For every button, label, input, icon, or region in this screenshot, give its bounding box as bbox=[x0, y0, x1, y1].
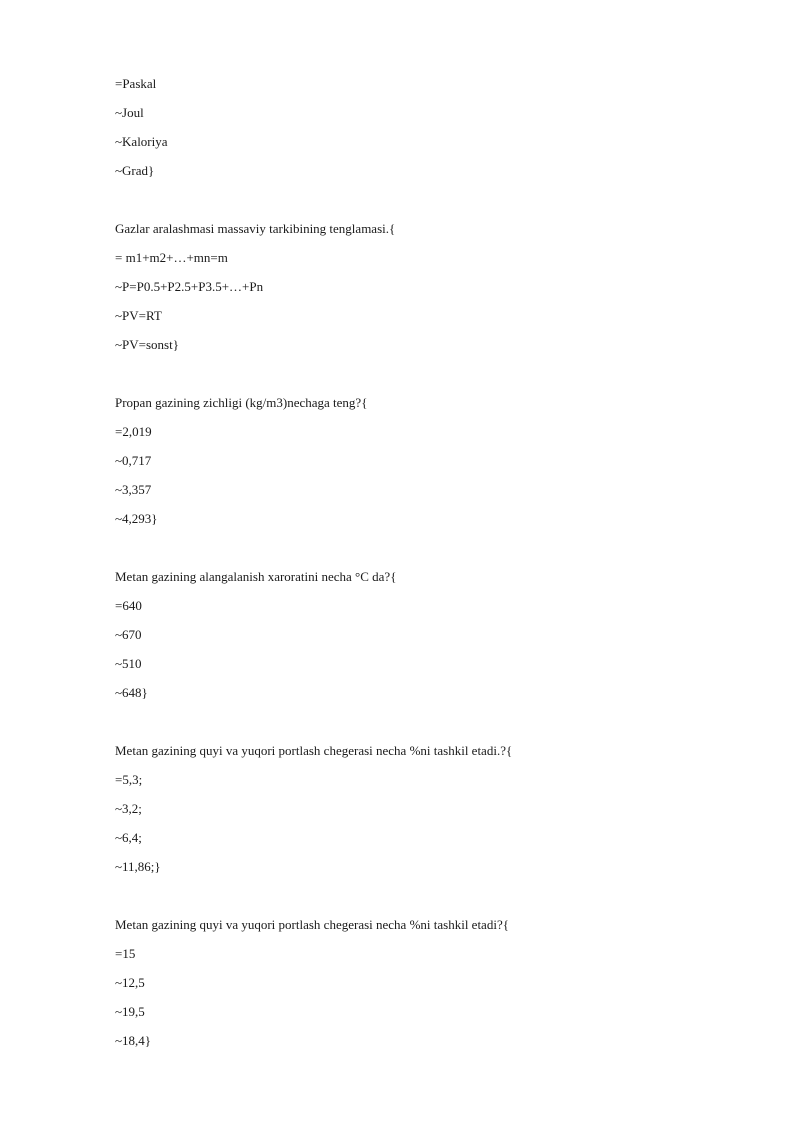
question-line: Metan gazining quyi va yuqori portlash chegerasi necha %ni tashkil etadi.?{ bbox=[115, 743, 513, 758]
answer-line: =640 bbox=[115, 598, 142, 613]
question-line: Metan gazining quyi va yuqori portlash chegerasi necha %ni tashkil etadi?{ bbox=[115, 917, 509, 932]
answer-line: ~PV=RT bbox=[115, 308, 162, 323]
answer-line: =2,019 bbox=[115, 424, 152, 439]
answer-line: ~11,86;} bbox=[115, 859, 161, 874]
answer-line: ~18,4} bbox=[115, 1033, 152, 1048]
question-line: Propan gazining zichligi (kg/m3)nechaga teng?{ bbox=[115, 395, 368, 410]
answer-line: =Paskal bbox=[115, 76, 157, 91]
answer-line: ~0,717 bbox=[115, 453, 152, 468]
question-line: Metan gazining alangalanish xaroratini necha °C da?{ bbox=[115, 569, 397, 584]
answer-line: ~4,293} bbox=[115, 511, 158, 526]
answer-line: ~3,357 bbox=[115, 482, 152, 497]
answer-line: ~19,5 bbox=[115, 1004, 145, 1019]
answer-line: ~3,2; bbox=[115, 801, 142, 816]
answer-line: ~Joul bbox=[115, 105, 144, 120]
answer-line: ~P=P0.5+P2.5+P3.5+…+Pn bbox=[115, 279, 264, 294]
answer-line: = m1+m2+…+mn=m bbox=[115, 250, 228, 265]
answer-line: ~670 bbox=[115, 627, 142, 642]
answer-line: ~Kaloriya bbox=[115, 134, 168, 149]
answer-line: ~12,5 bbox=[115, 975, 145, 990]
answer-line: ~PV=sonst} bbox=[115, 337, 179, 352]
question-line: Gazlar aralashmasi massaviy tarkibining tenglamasi.{ bbox=[115, 221, 396, 236]
answer-line: ~Grad} bbox=[115, 163, 155, 178]
answer-line: =5,3; bbox=[115, 772, 143, 787]
answer-line: ~648} bbox=[115, 685, 148, 700]
answer-line: ~6,4; bbox=[115, 830, 142, 845]
answer-line: ~510 bbox=[115, 656, 142, 671]
answer-line: =15 bbox=[115, 946, 136, 961]
